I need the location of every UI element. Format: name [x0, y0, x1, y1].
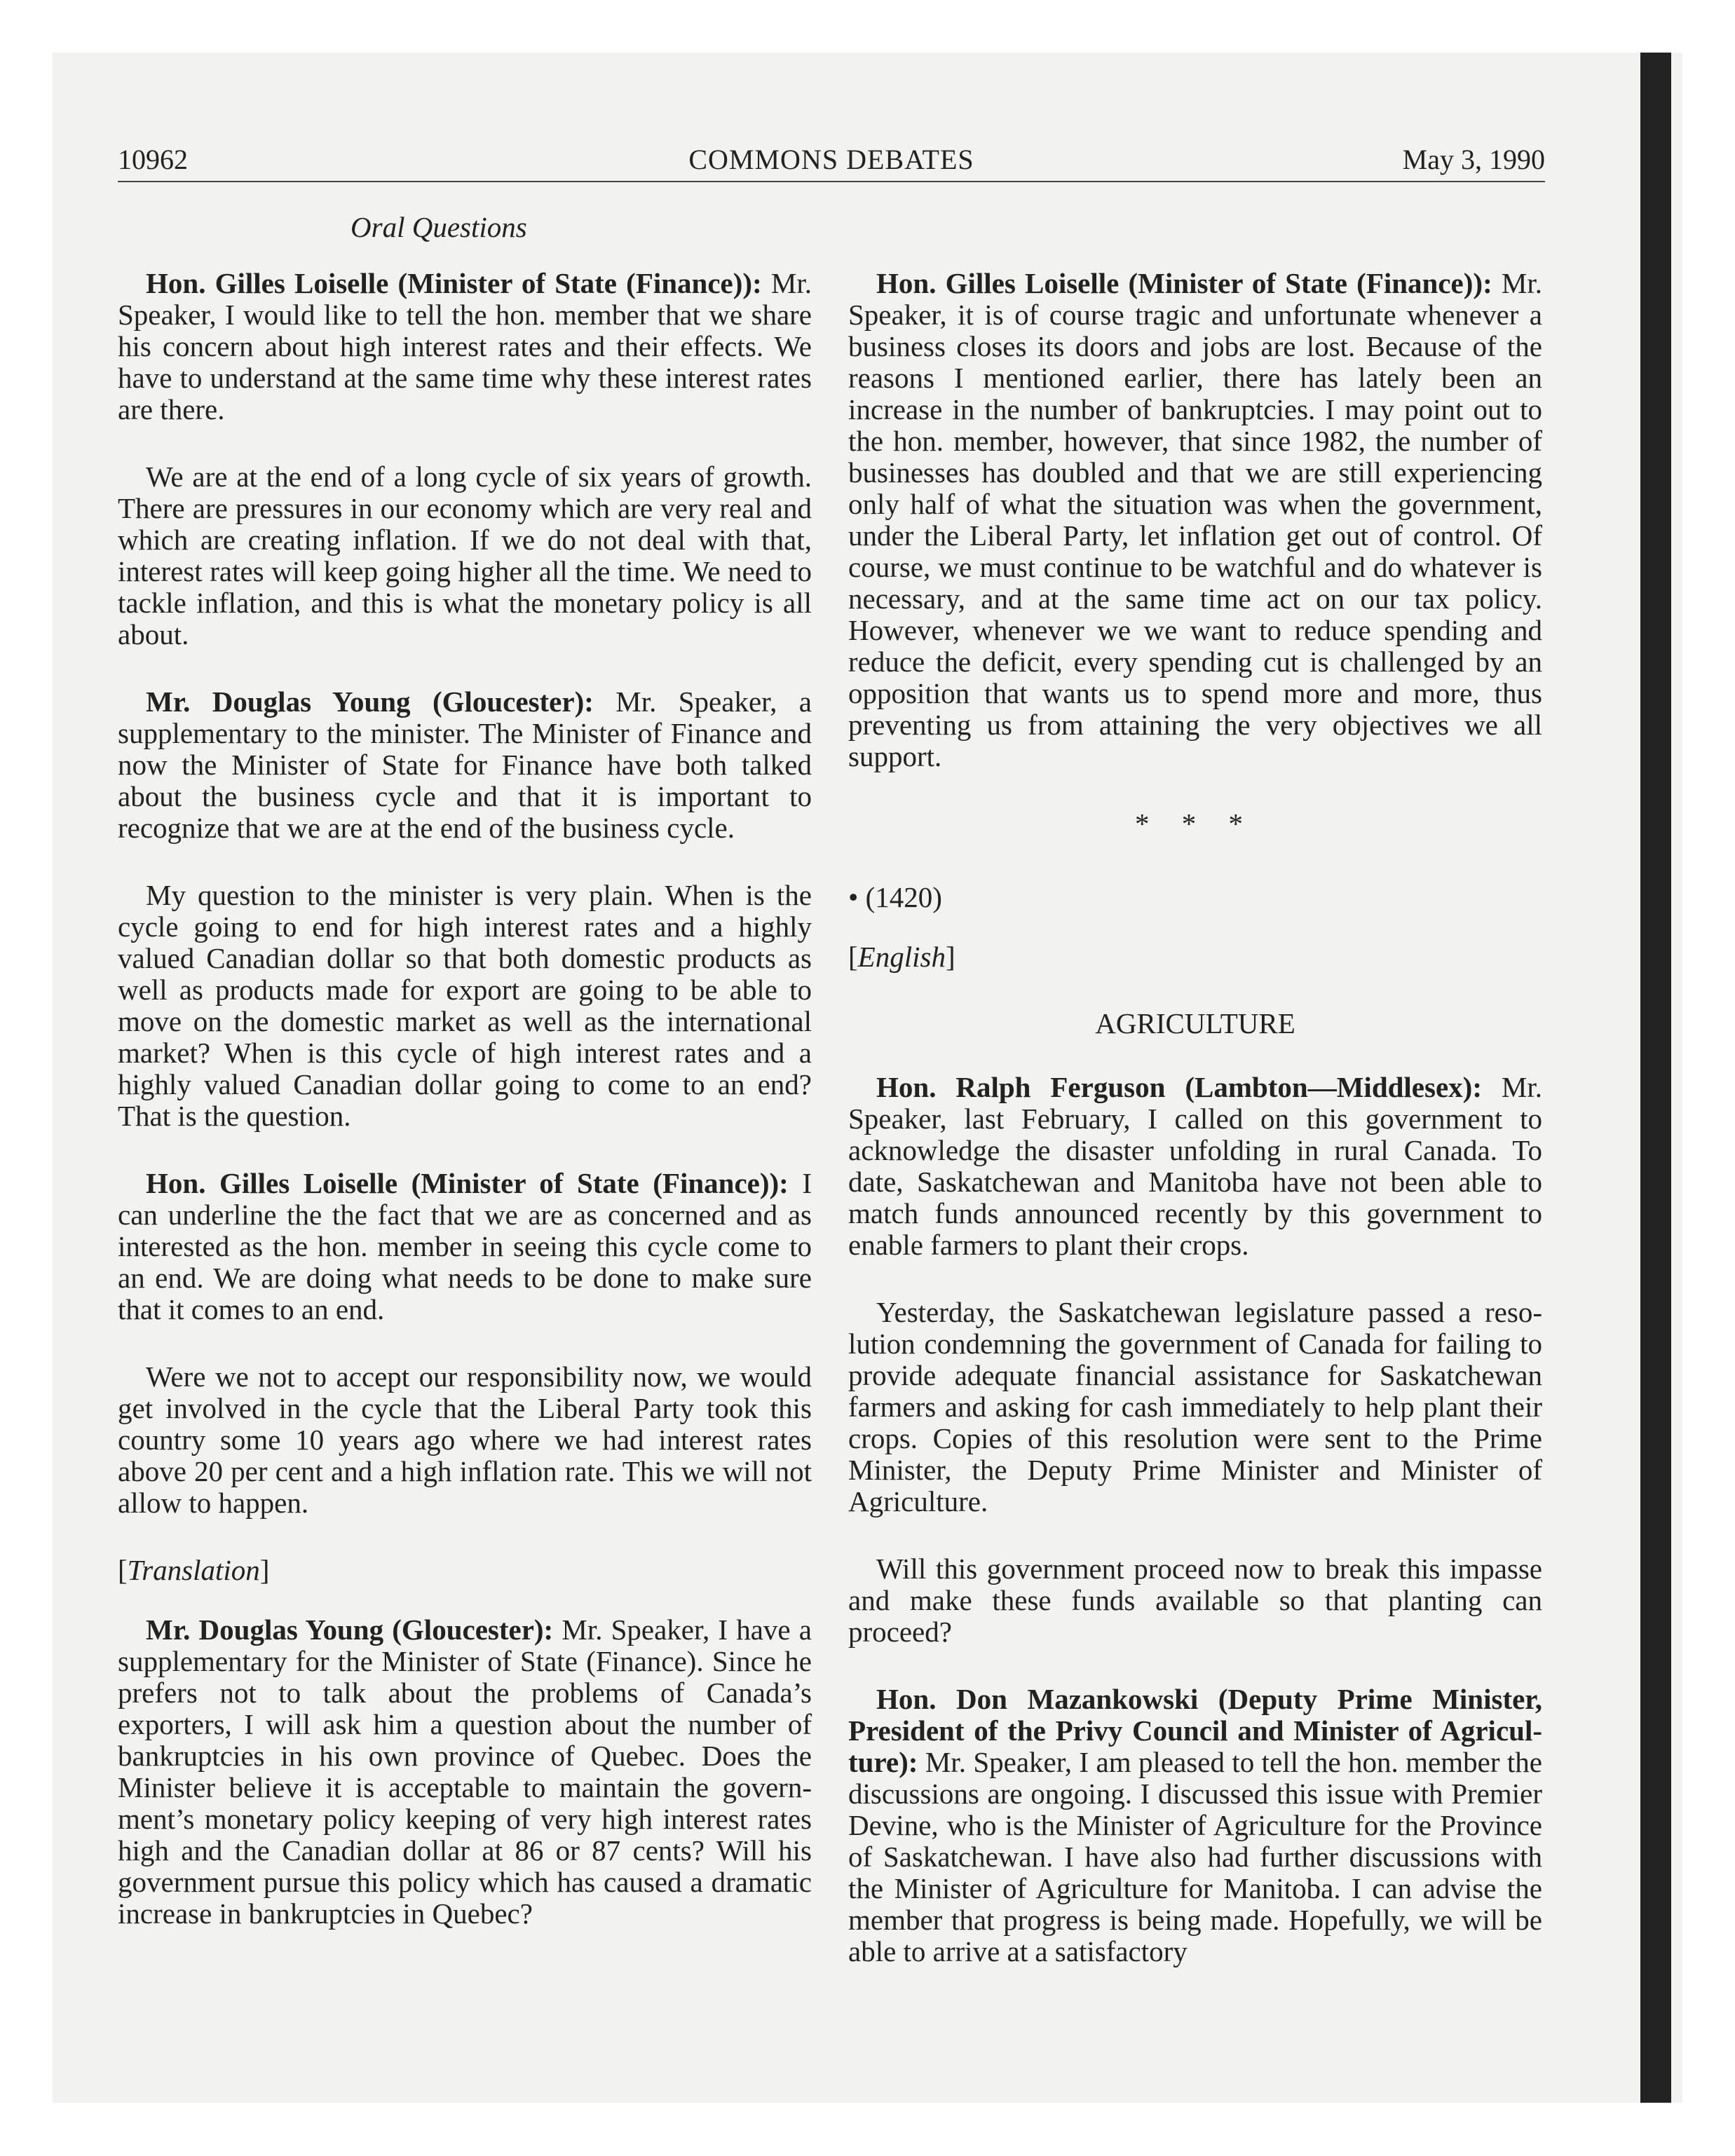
- speaker-name: Mr. Douglas Young (Gloucester):: [146, 1613, 554, 1646]
- paragraph: [848, 1297, 1542, 1517]
- translation-label-text: Translation: [127, 1554, 260, 1586]
- section-heading: AGRICULTURE: [1095, 1007, 1295, 1039]
- speaker-name: Hon. Ralph Ferguson (Lambton—Middlesex):: [876, 1071, 1482, 1103]
- speaker-name: Mr. Douglas Young (Gloucester):: [146, 685, 594, 718]
- paragraph-text: Mr. Speaker, I have a supplementary for the Minister of State (Finance). Since he prefers not to talk about the problems of Canada’s exporters, I will ask him a question about the number of bankruptcies in his own province of Quebec. Does the Minister believe it is acceptable to maintain the government’s monetary policy keeping of very high interest rates high and the Canadian dollar at 86 or 87 cents? Will his government pursue this policy which has caused a dramatic increase in bankruptcies in Quebec?: [118, 1613, 812, 1930]
- speaker-name: Hon. Don Mazankowski (Deputy Prime Minister, President of the Privy Council and Minister of Agriculture):: [848, 1683, 1542, 1778]
- left-column: [118, 268, 812, 1965]
- paragraph: [118, 461, 812, 650]
- speaker-name: Hon. Gilles Loiselle (Minister of State (Finance)):: [146, 267, 762, 299]
- paragraph-text: Mr. Speaker, I am pleased to tell the hon. member the discussions are ongoing. I discussed this issue with Premier Devine, who is the Minister of Agriculture for the Province of Saskatchewan. I have also had further discussions with the Minister of Agriculture for Manitoba. I can advise the member that progress is being made. Hopefully, we will be able to arrive at a satisfactory: [848, 1746, 1542, 1967]
- paragraph-text: Were we not to accept our responsibility now, we would get involved in the cycle that the Liberal Party took this country some 10 years ago where we had interest rates above 20 per cent and a high inflation rate. This we will not allow to happen.: [118, 1360, 812, 1519]
- paragraph-text: Yesterday, the Saskatchewan legislature passed a resolution condemning the government of Canada for failing to provide adequate financial assistance for Saskatchewan farmers and asking for cash immediately to help plant their crops. Copies of this resolution were sent to the Prime Minister, the Deputy Prime Minister and Minister of Agriculture.: [848, 1296, 1542, 1517]
- publication-title: COMMONS DEBATES: [688, 144, 974, 175]
- translation-label: [Translation]: [118, 1554, 270, 1586]
- paragraph: [848, 1072, 1542, 1261]
- header-date: May 3, 1990: [1402, 144, 1545, 175]
- paragraph-text: I can underline the the fact that we are as concerned and as interested as the hon. member in seeing this cycle come to an end. We are doing what needs to be done to make sure that it comes to an end.: [118, 1167, 812, 1325]
- paragraph-text: We are at the end of a long cycle of six years of growth. There are pressures in our economy which are very real and which are creating inflation. If we do not deal with that, interest rates will keep going higher all the time. We need to tackle inflation, and this is what the monetary policy is all about.: [118, 460, 812, 650]
- section-separator: * * *: [1135, 807, 1256, 840]
- paragraph-text: Will this government proceed now to break this impasse and make these funds available so that planting can proceed?: [848, 1553, 1542, 1648]
- paragraph: [848, 1553, 1542, 1648]
- paragraph: [118, 1614, 812, 1930]
- page-header: [118, 139, 1545, 181]
- paragraph: [118, 268, 812, 425]
- paragraph: [118, 1168, 812, 1325]
- language-label-text: English: [857, 941, 946, 973]
- paragraph-text: Mr. Speaker, I would like to tell the hon. member that we share his concern about high interest rates and their effects. We have to understand at the same time why these interest rates are there.: [118, 267, 812, 425]
- speaker-name: Hon. Gilles Loiselle (Minister of State (Finance)):: [876, 267, 1492, 299]
- paragraph: [118, 686, 812, 844]
- paragraph: [848, 268, 1542, 772]
- page-number: 10962: [118, 144, 188, 175]
- paragraph-text: Mr. Speaker, last February, I called on this government to acknowledge the disaster unfolding in rural Canada. To date, Saskatchewan and Manitoba have not been able to match funds announced recently by this government to enable farmers to plant their crops.: [848, 1071, 1542, 1261]
- speaker-name: Hon. Gilles Loiselle (Minister of State (Finance)):: [146, 1167, 789, 1199]
- paragraph-text: Mr. Speaker, it is of course tragic and unfortunate whenever a business closes its doors and jobs are lost. Because of the reasons I mentioned earlier, there has lately been an increase in the number of bankruptcies. I may point out to the hon. member, however, that since 1982, the number of businesses has doubled and that we are still experiencing only half of what the situation was when the government, under the Liberal Party, let inflation get out of control. Of course, we must continue to be watchful and do whatever is necessary, and at the same time act on our tax policy. However, whenever we we want to reduce spending and reduce the deficit, every spending cut is challenged by an opposition that wants us to spend more and more, thus preventing us from attaining the very objectives we all support.: [848, 267, 1542, 772]
- paragraph-text: Mr. Speaker, a supplementary to the minister. The Minister of Finance and now the Minister of State for Finance have both talked about the business cycle and that it is important to recognize that we are at the end of the business cycle.: [118, 685, 812, 844]
- paragraph: [118, 1361, 812, 1519]
- section-label: Oral Questions: [351, 211, 527, 243]
- paragraph: [118, 880, 812, 1132]
- header-rule: [118, 181, 1545, 182]
- paragraph: [848, 1684, 1542, 1967]
- right-column: [848, 268, 1542, 2003]
- language-label: [English]: [848, 941, 955, 973]
- time-marker: • (1420): [848, 881, 942, 913]
- paragraph-text: My question to the minister is very plain. When is the cycle going to end for high interest rates and a highly valued Canadian dollar so that both domestic products as well as products made for export are going to be able to move on the domestic market as well as the international market? When is this cycle of high interest rates and a highly valued Canadian dollar going to come to an end? That is the question.: [118, 879, 812, 1132]
